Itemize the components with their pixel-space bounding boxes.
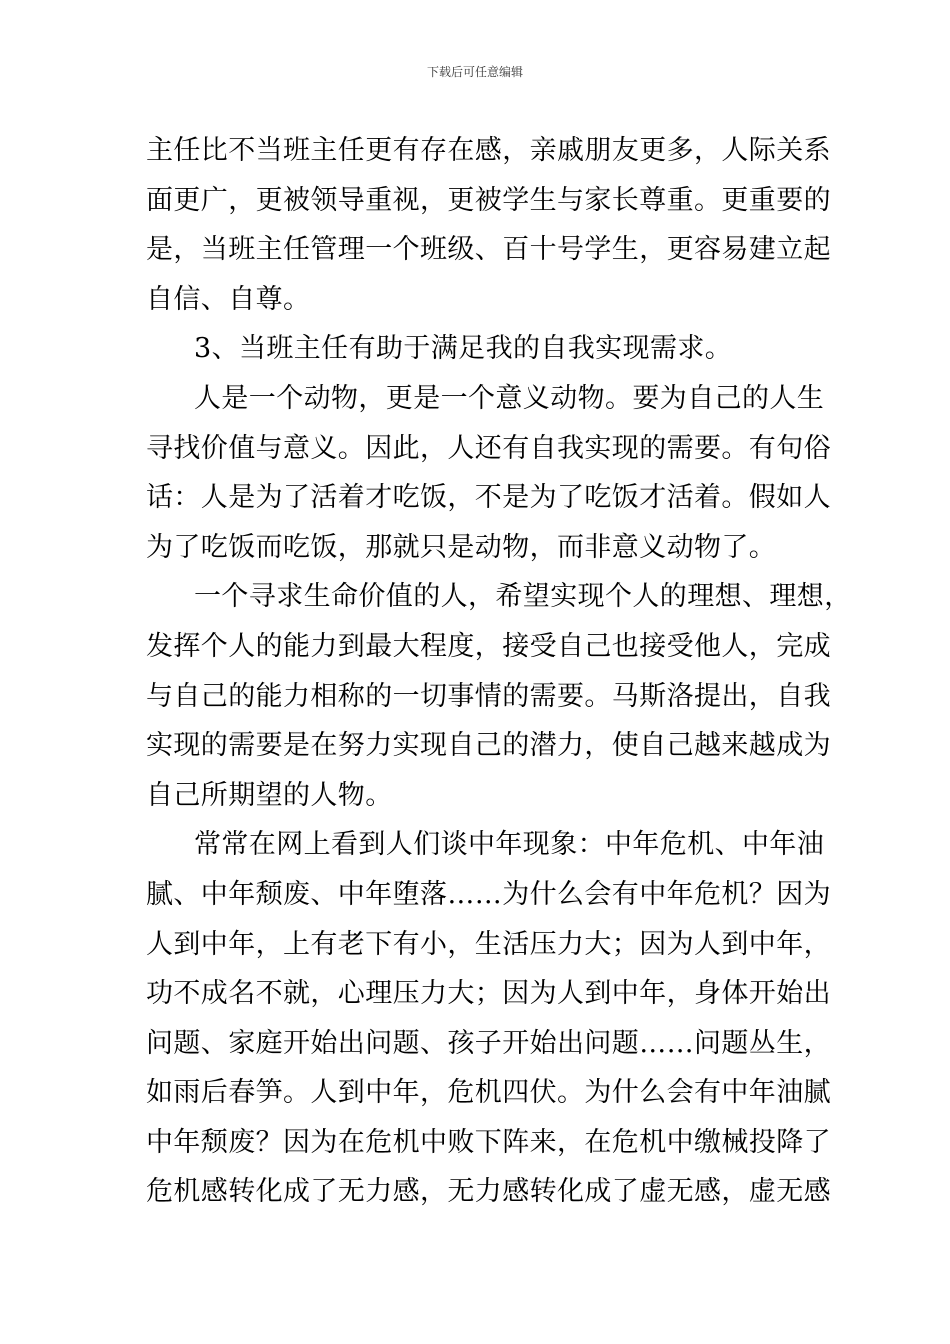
text-line: 中年颓废？因为在危机中败下阵来，在危机中缴械投降了 — [146, 1126, 831, 1158]
text-line: 危机感转化成了无力感，无力感转化成了虚无感，虚无感 — [146, 1176, 831, 1208]
text-line: 3、当班主任有助于满足我的自我实现需求。 — [194, 333, 733, 365]
text-line: 功不成名不就，心理压力大；因为人到中年，身体开始出 — [146, 978, 831, 1010]
text-line: 常常在网上看到人们谈中年现象：中年危机、中年油 — [194, 829, 825, 861]
text-line: 为了吃饭而吃饭，那就只是动物，而非意义动物了。 — [146, 531, 777, 563]
text-line: 一个寻求生命价值的人，希望实现个人的理想、理想， — [194, 581, 852, 613]
text-line: 问题、家庭开始出问题、孩子开始出问题……问题丛生， — [146, 1027, 831, 1059]
text-line: 寻找价值与意义。因此，人还有自我实现的需要。有句俗 — [146, 432, 831, 464]
text-line: 主任比不当班主任更有存在感，亲戚朋友更多，人际关系 — [146, 135, 831, 166]
paragraph-3 — [146, 374, 831, 572]
paragraph-4 — [146, 572, 852, 820]
text-line: 发挥个人的能力到最大程度，接受自己也接受他人，完成 — [146, 630, 831, 662]
text-line: 人是一个动物，更是一个意义动物。要为自己的人生 — [194, 382, 825, 414]
paragraph-5 — [146, 820, 831, 1217]
text-line: 如雨后春笋。人到中年，危机四伏。为什么会有中年油腻 — [146, 1077, 831, 1109]
text-line: 自己所期望的人物。 — [146, 779, 393, 811]
text-line: 实现的需要是在努力实现自己的潜力，使自己越来越成为 — [146, 730, 831, 762]
text-line: 自信、自尊。 — [146, 283, 311, 315]
document-body — [146, 126, 852, 1217]
text-line: 是，当班主任管理一个班级、百十号学生，更容易建立起 — [146, 234, 831, 266]
text-line: 面更广，更被领导重视，更被学生与家长尊重。更重要的 — [146, 184, 831, 216]
text-line: 话：人是为了活着才吃饭，不是为了吃饭才活着。假如人 — [146, 482, 831, 514]
paragraph-2 — [146, 324, 808, 374]
page-header: 下载后可任意编辑 — [426, 65, 523, 79]
text-line: 腻、中年颓废、中年堕落……为什么会有中年危机？因为 — [146, 878, 831, 910]
paragraph-1 — [146, 126, 831, 324]
text-line: 人到中年，上有老下有小，生活压力大；因为人到中年， — [146, 928, 831, 960]
text-line: 与自己的能力相称的一切事情的需要。马斯洛提出，自我 — [146, 680, 831, 712]
